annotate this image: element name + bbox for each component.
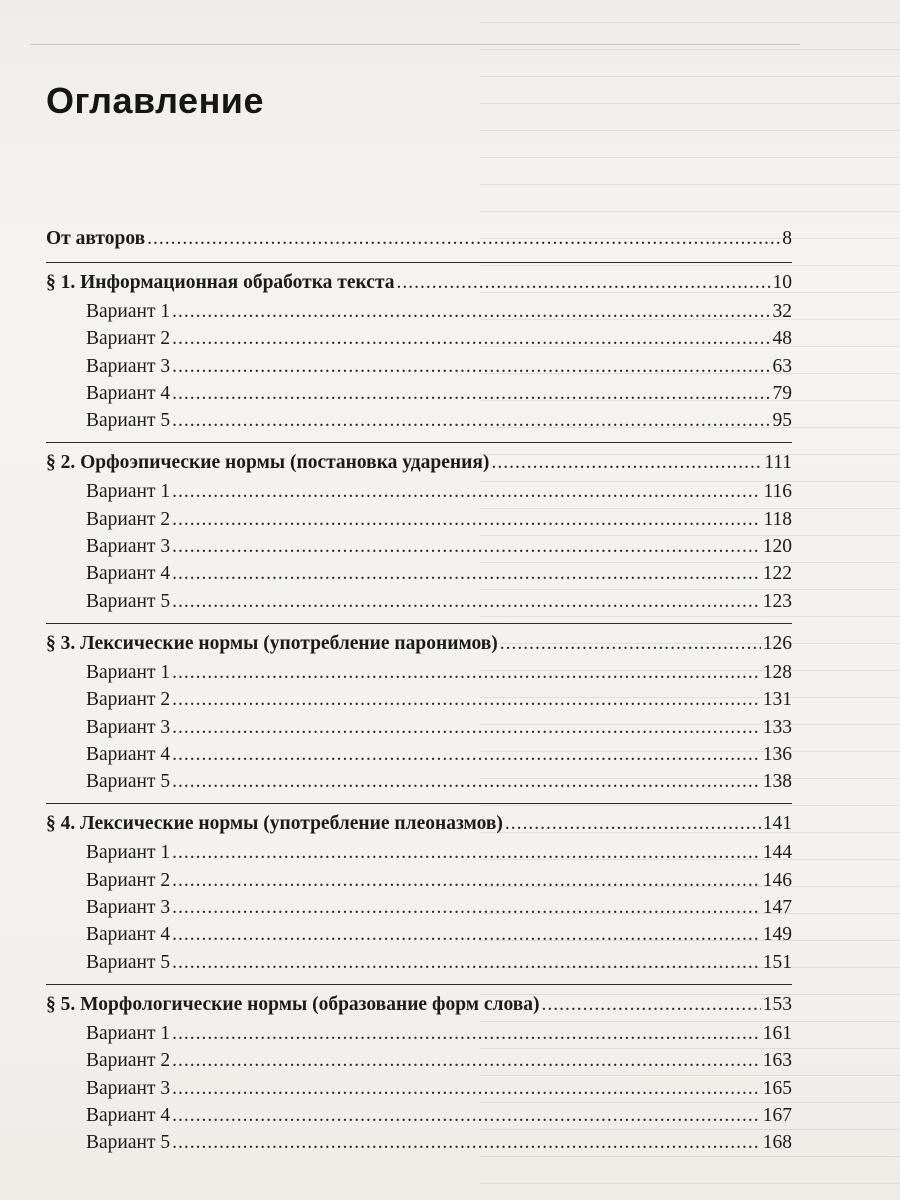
toc-page-number: 167 bbox=[762, 1104, 792, 1126]
page-title: Оглавление bbox=[46, 80, 264, 121]
toc-page-number: 118 bbox=[763, 508, 792, 530]
toc-page-number: 151 bbox=[762, 951, 792, 973]
toc-variant-entry[interactable] bbox=[46, 1047, 792, 1074]
dot-leader bbox=[172, 1020, 761, 1047]
dot-leader bbox=[172, 741, 761, 768]
toc-variant-entry[interactable] bbox=[46, 768, 792, 795]
toc-entry-label: § 2. Орфоэпические нормы (постановка ударения) bbox=[46, 452, 490, 474]
toc-intro-entry[interactable] bbox=[46, 224, 792, 254]
dot-leader bbox=[172, 839, 761, 866]
toc-entry-label: Вариант 5 bbox=[86, 590, 171, 612]
toc-entry-label: Вариант 4 bbox=[86, 563, 171, 585]
toc-entry-label: Вариант 3 bbox=[86, 355, 171, 377]
toc-page-number: 161 bbox=[762, 1022, 792, 1044]
section-divider bbox=[46, 803, 792, 804]
toc-page-number: 48 bbox=[772, 328, 792, 350]
table-of-contents bbox=[46, 220, 792, 1156]
toc-variant-entry[interactable] bbox=[46, 686, 792, 713]
dot-leader bbox=[172, 407, 770, 434]
toc-entry-label: Вариант 2 bbox=[86, 869, 171, 891]
toc-section-entry[interactable] bbox=[46, 809, 792, 839]
dot-leader bbox=[172, 1129, 761, 1156]
toc-section-entry[interactable] bbox=[46, 448, 792, 478]
dot-leader bbox=[172, 298, 770, 325]
toc-entry-label: Вариант 4 bbox=[86, 924, 171, 946]
toc-variant-entry[interactable] bbox=[46, 506, 792, 533]
toc-entry-label: Вариант 2 bbox=[86, 689, 171, 711]
toc-entry-label: § 3. Лексические нормы (употребление паронимов) bbox=[46, 632, 498, 654]
section-divider bbox=[46, 442, 792, 443]
toc-variant-entry[interactable] bbox=[46, 714, 792, 741]
toc-variant-entry[interactable] bbox=[46, 1129, 792, 1156]
toc-variant-entry[interactable] bbox=[46, 380, 792, 407]
toc-page-number: 126 bbox=[762, 632, 792, 654]
dot-leader bbox=[172, 560, 761, 587]
toc-page-number: 133 bbox=[762, 716, 792, 738]
toc-variant-entry[interactable] bbox=[46, 353, 792, 380]
toc-page-number: 153 bbox=[762, 993, 792, 1015]
toc-page-number: 95 bbox=[772, 410, 792, 432]
dot-leader bbox=[500, 629, 761, 659]
toc-entry-label: Вариант 4 bbox=[86, 382, 171, 404]
dot-leader bbox=[172, 478, 761, 505]
toc-entry-label: § 1. Информационная обработка текста bbox=[46, 272, 395, 293]
toc-entry-label: Вариант 4 bbox=[86, 743, 171, 765]
toc-page-number: 122 bbox=[762, 563, 792, 585]
toc-page-number: 131 bbox=[762, 689, 792, 711]
dot-leader bbox=[172, 1075, 761, 1102]
dot-leader bbox=[172, 1047, 761, 1074]
toc-page-number: 146 bbox=[762, 869, 792, 891]
toc-page-number: 138 bbox=[762, 771, 792, 793]
toc-page-number: 163 bbox=[762, 1050, 792, 1072]
toc-variant-entry[interactable] bbox=[46, 560, 792, 587]
dot-leader bbox=[491, 448, 762, 478]
toc-entry-label: Вариант 2 bbox=[86, 508, 171, 530]
toc-entry-label: Вариант 4 bbox=[86, 1104, 171, 1126]
toc-variant-entry[interactable] bbox=[46, 921, 792, 948]
toc-variant-entry[interactable] bbox=[46, 949, 792, 976]
toc-page-number: 32 bbox=[772, 301, 792, 322]
toc-variant-entry[interactable] bbox=[46, 478, 792, 505]
toc-entry-label: Вариант 2 bbox=[86, 328, 171, 350]
toc-entry-label: Вариант 3 bbox=[86, 716, 171, 738]
toc-sections bbox=[46, 262, 792, 1156]
toc-entry-label: Вариант 1 bbox=[86, 842, 171, 864]
toc-variant-entry[interactable] bbox=[46, 741, 792, 768]
toc-variant-entry[interactable] bbox=[46, 894, 792, 921]
dot-leader bbox=[172, 506, 761, 533]
dot-leader bbox=[147, 224, 780, 254]
section-divider bbox=[46, 623, 792, 624]
toc-entry-label: § 4. Лексические нормы (употребление плеоназмов) bbox=[46, 813, 503, 835]
toc-variant-entry[interactable] bbox=[46, 1020, 792, 1047]
dot-leader bbox=[172, 325, 770, 352]
dot-leader bbox=[172, 894, 761, 921]
toc-page-number: 8 bbox=[782, 228, 792, 249]
toc-page-number: 123 bbox=[762, 590, 792, 612]
dot-leader bbox=[172, 686, 761, 713]
toc-entry-label: От авторов bbox=[46, 228, 146, 249]
toc-variant-entry[interactable] bbox=[46, 867, 792, 894]
dot-leader bbox=[172, 867, 761, 894]
toc-page-number: 116 bbox=[763, 481, 792, 503]
toc-entry-label: Вариант 1 bbox=[86, 481, 171, 503]
dot-leader bbox=[172, 768, 761, 795]
toc-variant-entry[interactable] bbox=[46, 407, 792, 434]
toc-page-number: 168 bbox=[762, 1132, 792, 1154]
bleed-through-header-rule bbox=[30, 44, 800, 45]
toc-entry-label: Вариант 2 bbox=[86, 1050, 171, 1072]
toc-variant-entry[interactable] bbox=[46, 1075, 792, 1102]
toc-entry-label: Вариант 3 bbox=[86, 897, 171, 919]
toc-entry-label: Вариант 5 bbox=[86, 1132, 171, 1154]
toc-page-number: 147 bbox=[762, 897, 792, 919]
toc-page-number: 141 bbox=[762, 813, 792, 835]
toc-section-entry[interactable] bbox=[46, 990, 792, 1020]
toc-entry-label: Вариант 1 bbox=[86, 301, 171, 322]
dot-leader bbox=[172, 659, 761, 686]
dot-leader bbox=[505, 809, 761, 839]
toc-variant-entry[interactable] bbox=[46, 298, 792, 325]
toc-page-number: 79 bbox=[772, 382, 792, 404]
toc-section-entry[interactable] bbox=[46, 268, 792, 298]
toc-entry-label: § 5. Морфологические нормы (образование форм слова) bbox=[46, 993, 540, 1015]
toc-page-number: 120 bbox=[762, 536, 792, 558]
section-divider bbox=[46, 984, 792, 985]
toc-entry-label: Вариант 3 bbox=[86, 536, 171, 558]
toc-variant-entry[interactable] bbox=[46, 533, 792, 560]
section-divider bbox=[46, 262, 792, 263]
toc-entry-label: Вариант 5 bbox=[86, 951, 171, 973]
dot-leader bbox=[172, 949, 761, 976]
toc-entry-label: Вариант 5 bbox=[86, 410, 171, 432]
toc-page-number: 111 bbox=[764, 452, 792, 474]
dot-leader bbox=[172, 533, 761, 560]
dot-leader bbox=[172, 1102, 761, 1129]
dot-leader bbox=[397, 268, 771, 298]
toc-entry-label: Вариант 5 bbox=[86, 771, 171, 793]
toc-page-number: 10 bbox=[772, 272, 792, 293]
toc-entry-label: Вариант 1 bbox=[86, 1022, 171, 1044]
toc-page-number: 149 bbox=[762, 924, 792, 946]
toc-variant-entry[interactable] bbox=[46, 839, 792, 866]
dot-leader bbox=[542, 990, 761, 1020]
toc-variant-entry[interactable] bbox=[46, 659, 792, 686]
toc-entry-label: Вариант 1 bbox=[86, 661, 171, 683]
toc-page-number: 144 bbox=[762, 842, 792, 864]
toc-variant-entry[interactable] bbox=[46, 1102, 792, 1129]
dot-leader bbox=[172, 588, 761, 615]
toc-variant-entry[interactable] bbox=[46, 325, 792, 352]
dot-leader bbox=[172, 921, 761, 948]
dot-leader bbox=[172, 714, 761, 741]
toc-page-number: 63 bbox=[772, 355, 792, 377]
toc-section-entry[interactable] bbox=[46, 629, 792, 659]
toc-page-number: 165 bbox=[762, 1077, 792, 1099]
toc-variant-entry[interactable] bbox=[46, 588, 792, 615]
dot-leader bbox=[172, 353, 770, 380]
toc-page-number: 136 bbox=[762, 743, 792, 765]
dot-leader bbox=[172, 380, 770, 407]
toc-page-number: 128 bbox=[762, 661, 792, 683]
toc-entry-label: Вариант 3 bbox=[86, 1077, 171, 1099]
